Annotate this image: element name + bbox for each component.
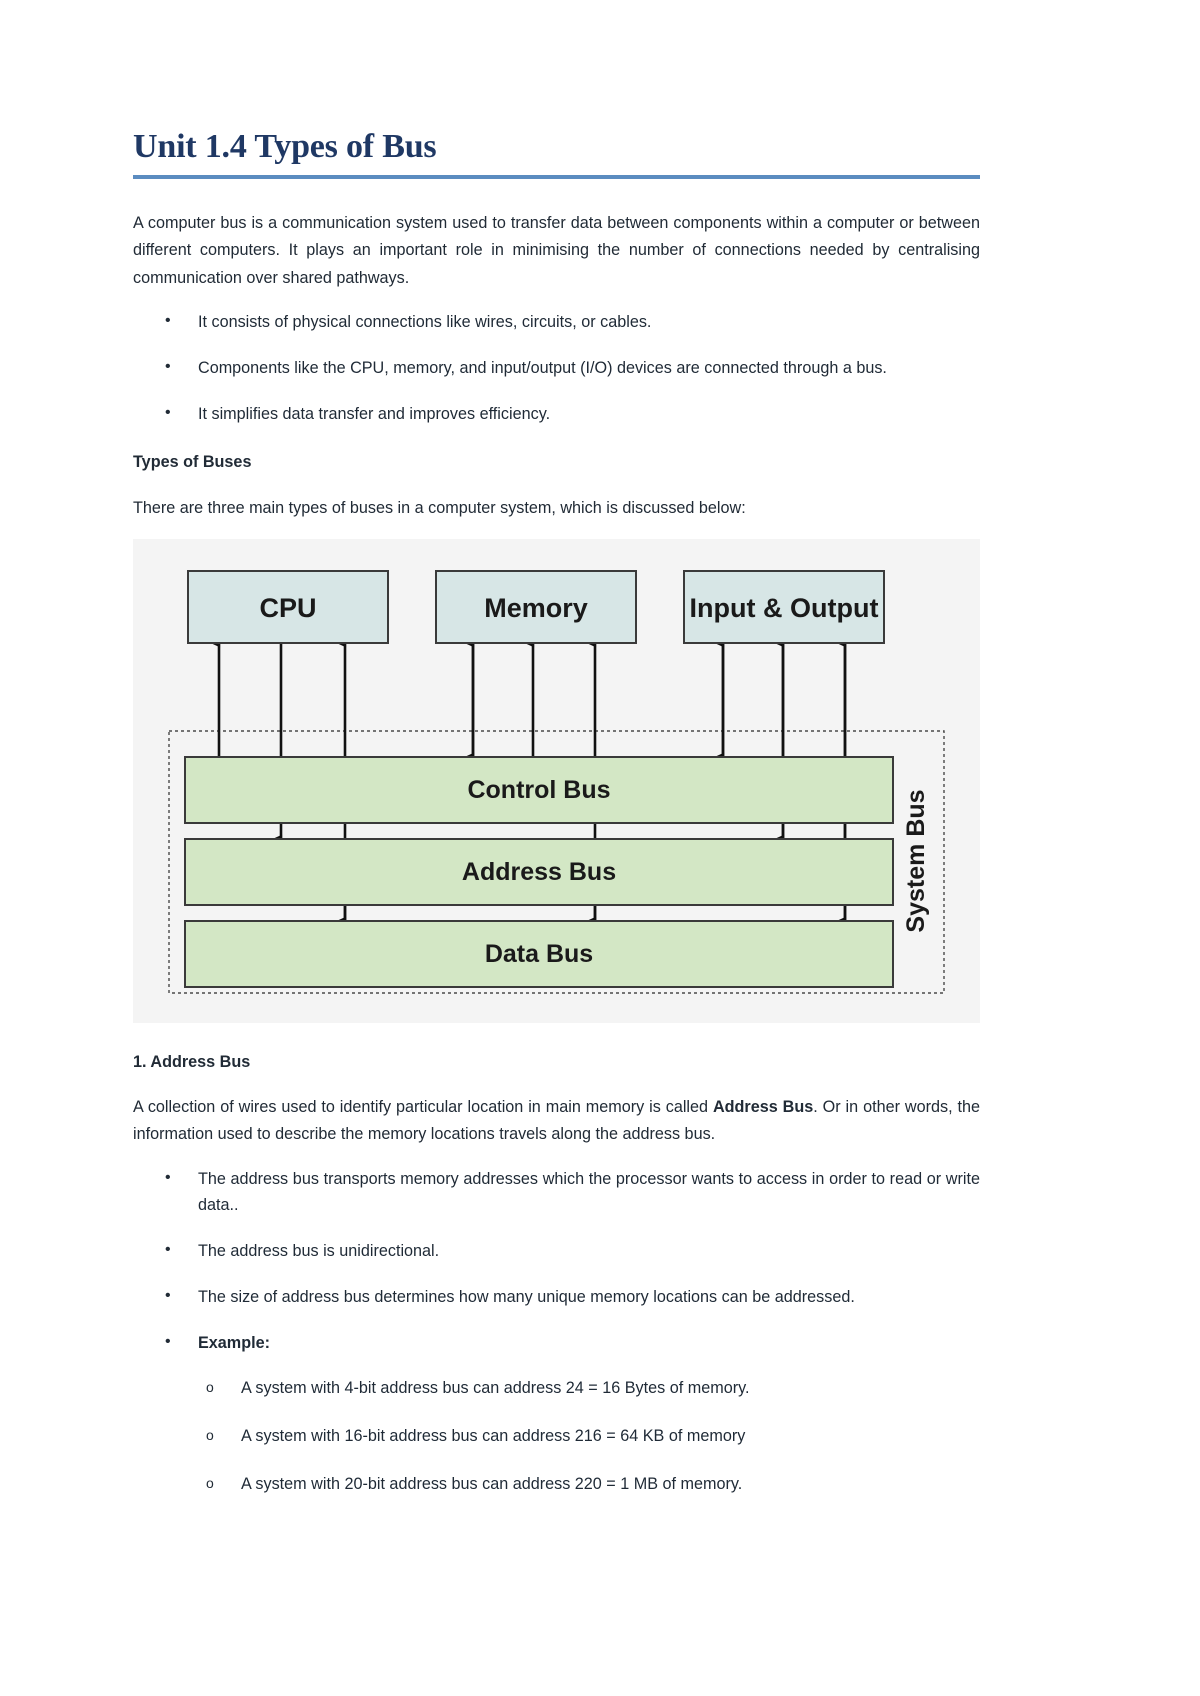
list-item-example: [133, 1330, 980, 1498]
component-box-label-memory: Memory: [484, 592, 588, 623]
list-item: • It simplifies data transfer and improves efficiency.: [133, 401, 980, 428]
list-item: o A system with 16-bit address bus can address 216 = 64 KB of memory: [198, 1424, 980, 1450]
bus-bar-label-data: Data Bus: [484, 939, 594, 968]
component-box-label-cpu: CPU: [259, 592, 317, 623]
list-item: • It consists of physical connections like wires, circuits, or cables.: [133, 309, 980, 336]
intro-bullet-list: [133, 309, 980, 428]
example-label: Example:: [198, 1334, 270, 1353]
types-of-buses-heading: Types of Buses: [133, 453, 252, 472]
list-item: • The size of address bus determines how many unique memory locations can be addressed.: [133, 1284, 980, 1311]
bus-bar-label-address: Address Bus: [461, 857, 617, 886]
list-item: • Components like the CPU, memory, and input/output (I/O) devices are connected through a bus.: [133, 355, 980, 382]
address-bus-bullet-list: [133, 1166, 980, 1498]
address-bus-paragraph-part1: A collection of wires used to identify particular location in main memory is called: [133, 1098, 713, 1117]
section-heading-address-bus: 1. Address Bus: [133, 1052, 251, 1071]
system-bus-group-label: System Bus: [902, 789, 930, 933]
address-bus-term: Address Bus: [712, 1098, 814, 1117]
list-item: • The address bus transports memory addresses which the processor wants to access in order to read or write data..: [133, 1166, 980, 1220]
address-bus-paragraph: [133, 1094, 980, 1148]
intro-paragraph: A computer bus is a communication system used to transfer data between components within a computer or between different computers. It plays an important role in minimising the number of connections needed by centralising communication over shared pathways.: [133, 214, 980, 287]
system-bus-diagram: [133, 539, 980, 1023]
bus-bar-label-control: Control Bus: [467, 775, 611, 804]
address-bus-paragraph-part2: . Or in other words, the information used to describe the memory locations travels along the address bus.: [133, 1098, 980, 1144]
page-title: Unit 1.4 Types of Bus: [133, 128, 437, 165]
list-item: o A system with 4-bit address bus can address 24 = 16 Bytes of memory.: [198, 1376, 980, 1402]
list-item: o A system with 20-bit address bus can address 220 = 1 MB of memory.: [198, 1472, 980, 1498]
title-underline-rule: [133, 175, 980, 179]
example-sub-list: [198, 1376, 980, 1498]
types-intro-paragraph: There are three main types of buses in a computer system, which is discussed below:: [133, 498, 746, 517]
component-box-label-io: Input & Output: [689, 592, 879, 623]
list-item: • The address bus is unidirectional.: [133, 1238, 980, 1265]
